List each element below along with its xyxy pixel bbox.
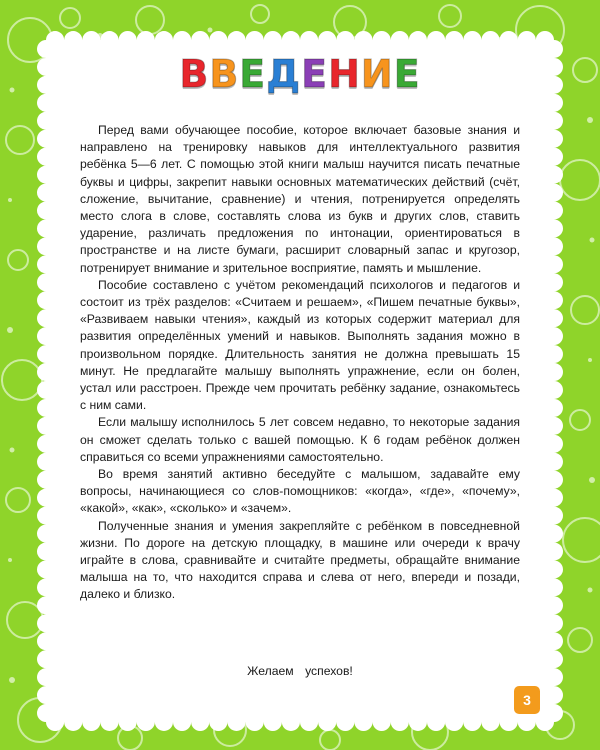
title-letter: В <box>209 52 240 96</box>
title-letter: Н <box>328 52 361 96</box>
title-letter: Е <box>239 52 267 96</box>
title-letter: Е <box>393 52 421 96</box>
paragraph: Пособие составлено с учётом рекомендаций психологов и педагогов и состоит из трёх разделов: «Считаем и решаем», «Пишем печатные буквы», «Развиваем навыки чтения», каждый из которых содержит материал для развития определённых умений и навыков. Выполнять задания можно в произвольном порядке. Длительность занятия не должна превышать 15 минут. Не предлагайте малышу выполнять упражнение, если он болен, устал или расстроен. Прежде чем прочитать ребёнку задание, ознакомьтесь с ним сами. <box>80 277 520 413</box>
title-letter: Е <box>301 52 329 96</box>
page-title <box>0 52 600 96</box>
title-letter: И <box>360 52 394 96</box>
paragraph: Если малышу исполнилось 5 лет совсем недавно, то некоторые задания он сможет сделать только с вашей помощью. К 6 годам ребёнок должен справиться со всеми упражнениями самостоятельно. <box>80 415 520 464</box>
title-letter: В <box>179 52 210 96</box>
closing-wish: Желаем успехов! <box>247 664 353 678</box>
paragraph: Перед вами обучающее пособие, которое включает базовые знания и направлено на тренировку навыков для интеллектуального развития ребёнка 5—6 лет. С помощью этой книги малыш научится писать печатные буквы и цифры, закрепит навыки основных математических действий (счёт, сложение, вычитание, сравнение) и чтения, потренируется определять место слога в слове, составлять слова из букв и других слов, ставить ударение, различать предложения по интонации, ориентироваться в пространстве и на листе бумаги, расширит словарный запас и кругозор, потренирует внимание и зрительное восприятие, память и мышление. <box>80 123 520 275</box>
page-number: 3 <box>514 686 540 714</box>
paragraph: Во время занятий активно беседуйте с малышом, задавайте ему вопросы, начинающиеся со слов-помощников: «когда», «где», «почему», «какой», «как», «сколько» и «зачем». <box>80 467 520 516</box>
title-letter: Д <box>266 52 302 96</box>
body-text <box>80 122 520 604</box>
paragraph: Полученные знания и умения закрепляйте с ребёнком в повседневной жизни. По дороге на детскую площадку, в машине или очереди к врачу играйте в слова, сравнивайте и считайте предметы, обращайте внимание малыша на то, что находится справа и слева от него, впереди и позади, далеко и близко. <box>80 518 520 602</box>
